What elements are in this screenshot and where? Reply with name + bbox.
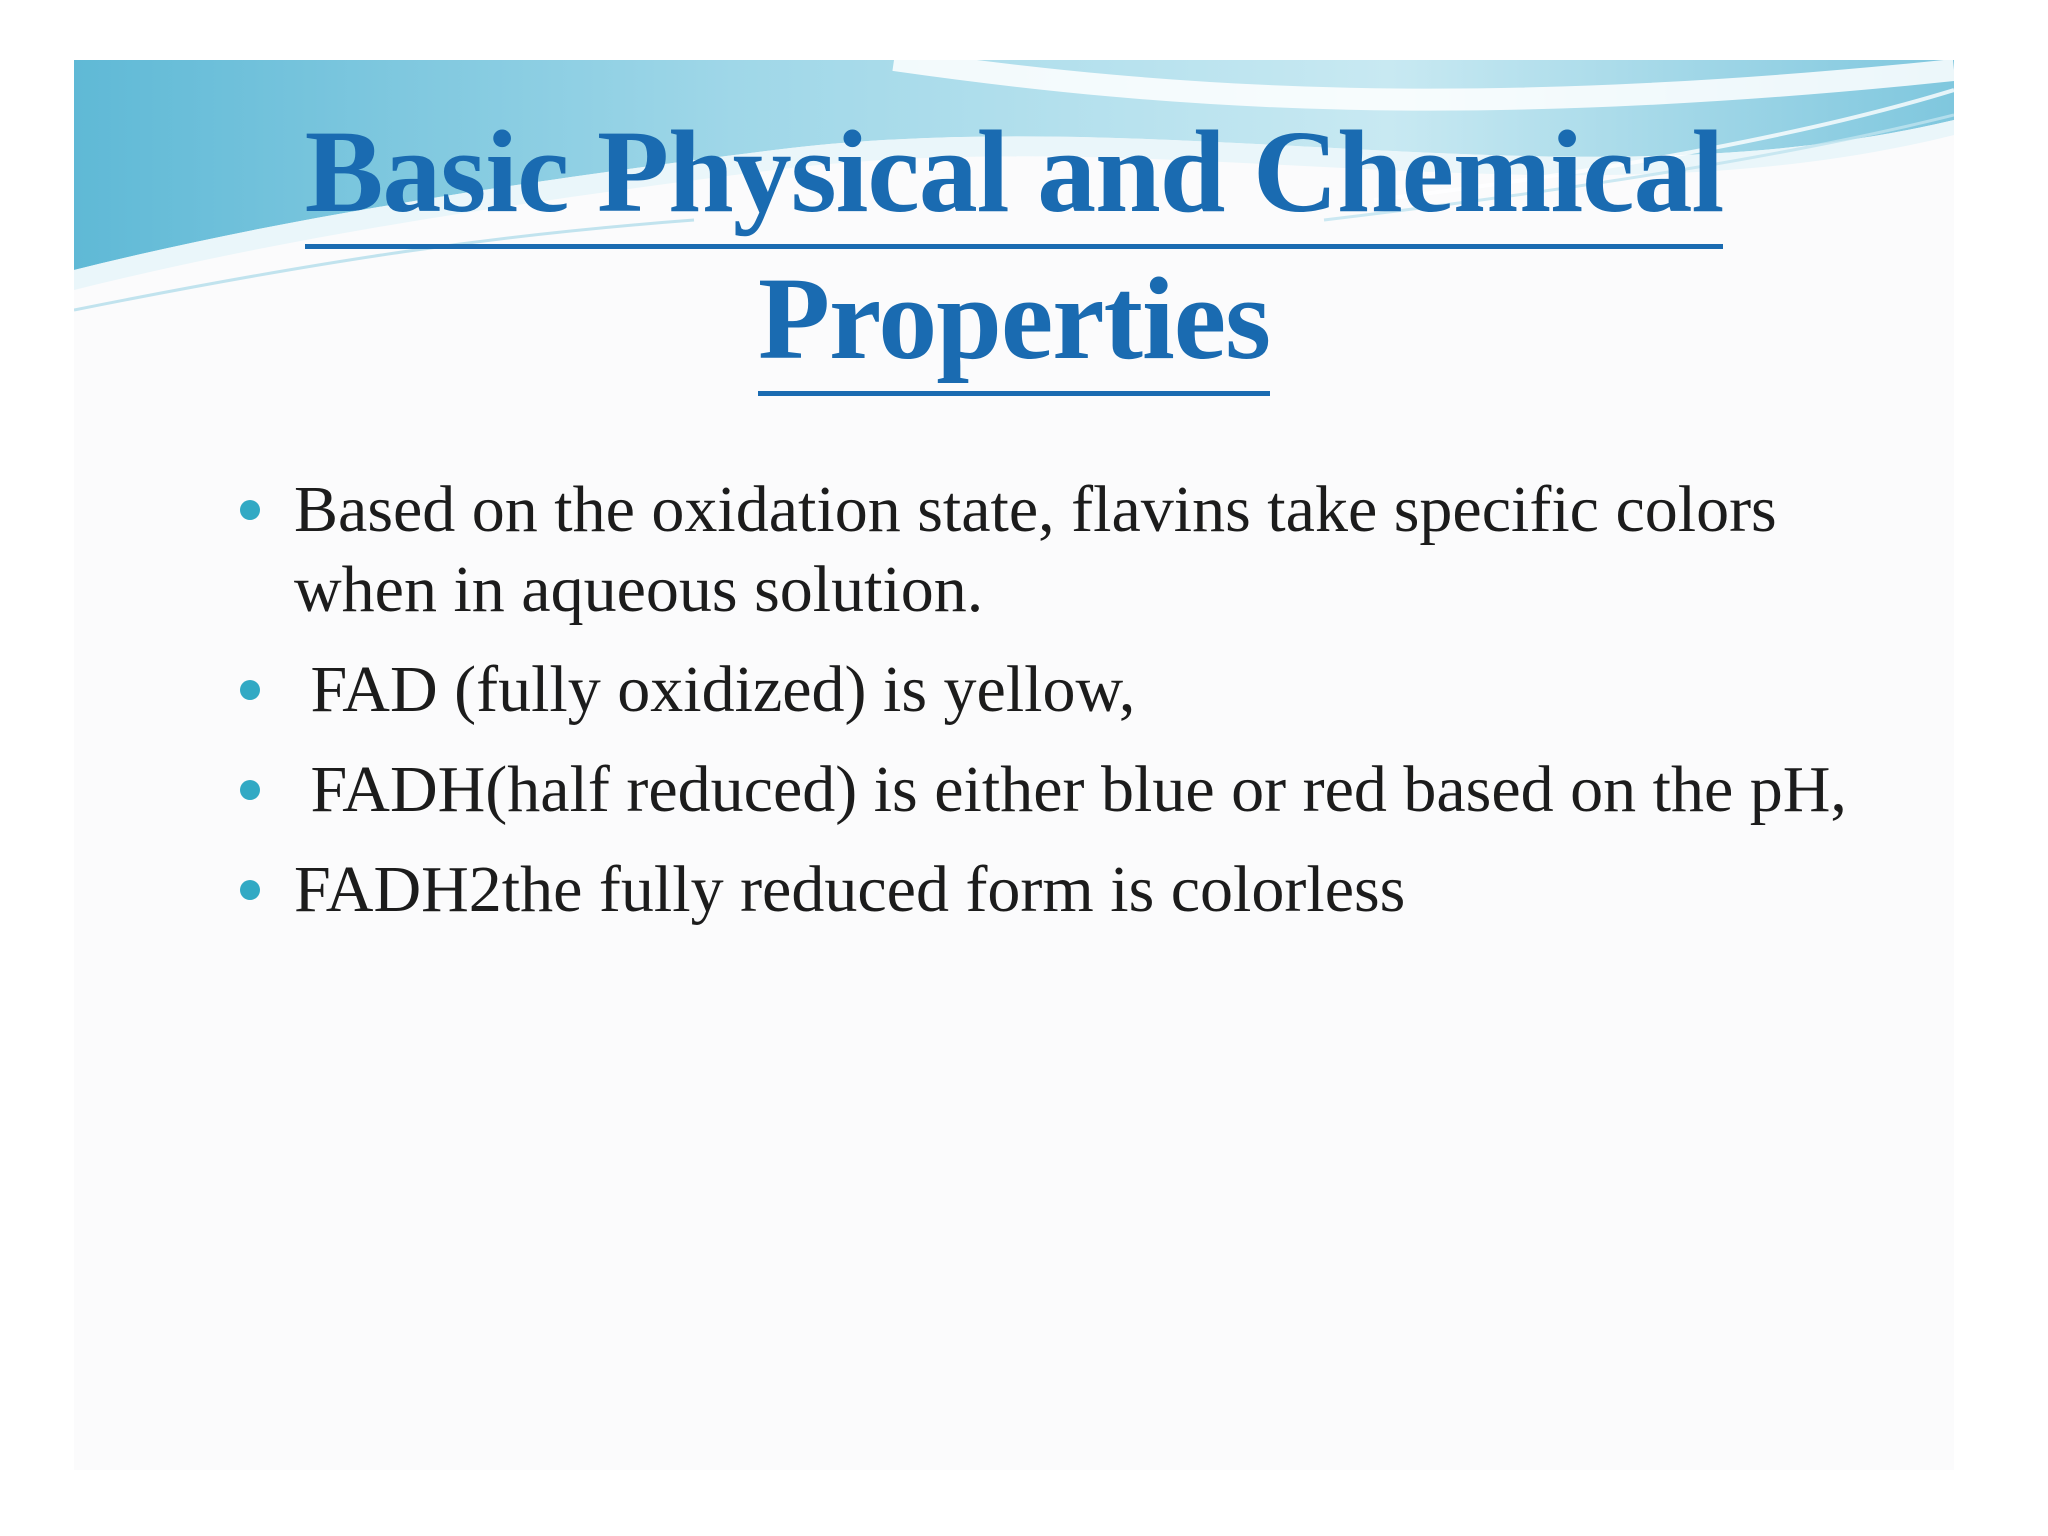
title-line-1: Basic Physical and Chemical [305, 102, 1724, 249]
bullet-item [240, 750, 1900, 830]
slide [74, 60, 1954, 1470]
bullet-text: FAD (fully oxidized) is yellow, [294, 653, 1136, 726]
bullet-text: FADH(half reduced) is either blue or red based on the pH, [294, 753, 1847, 826]
bullet-text: FADH2the fully reduced form is colorless [294, 853, 1406, 926]
title-line-2: Properties [758, 249, 1270, 396]
bullet-dot-icon [240, 880, 260, 900]
bullet-list [240, 470, 1900, 950]
bullet-item [240, 470, 1900, 630]
bullet-dot-icon [240, 680, 260, 700]
bullet-item [240, 850, 1900, 930]
bullet-text: Based on the oxidation state, flavins take specific colors when in aqueous solution. [294, 473, 1777, 626]
bullet-item [240, 650, 1900, 730]
slide-title [74, 102, 1954, 396]
bullet-dot-icon [240, 780, 260, 800]
bullet-dot-icon [240, 500, 260, 520]
